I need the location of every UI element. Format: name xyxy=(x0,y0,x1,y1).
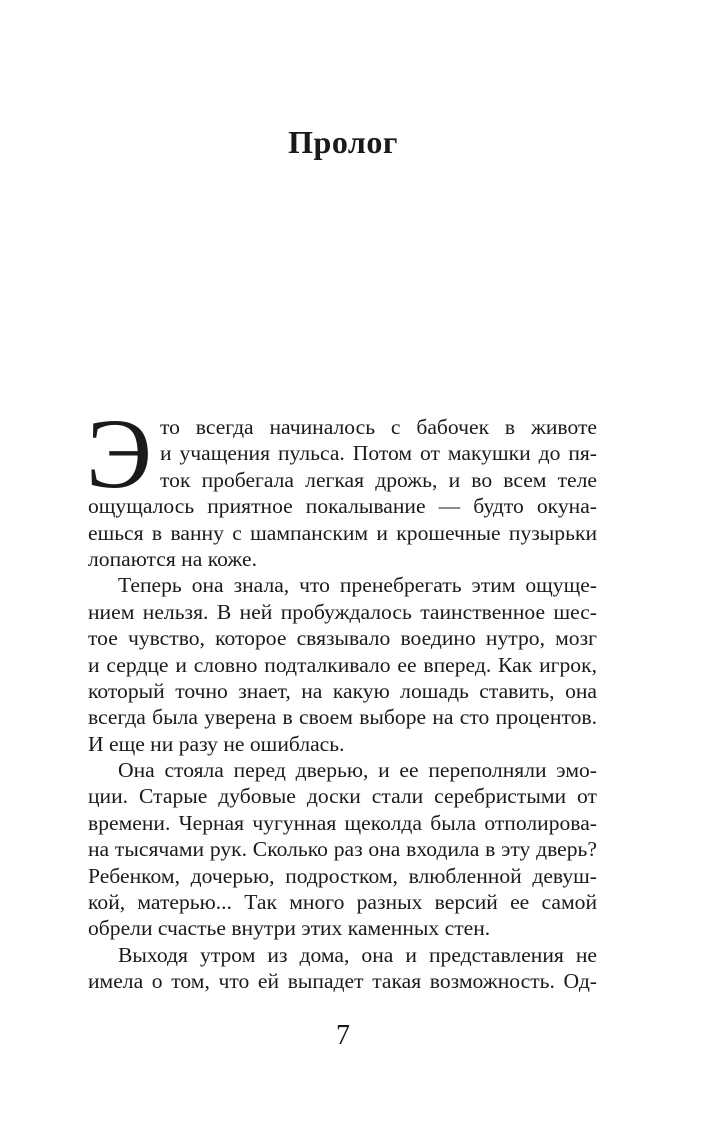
text-line: ощущалось приятное покалывание — будто окуна- xyxy=(88,494,597,519)
text-line: нием нельзя. В ней пробуждалось таинственное шес- xyxy=(88,599,597,624)
text-line: И еще ни разу не ошиблась. xyxy=(88,731,345,756)
text-line: Она стояла перед дверью, и ее переполняли эмо- xyxy=(118,758,597,783)
text-line: ции. Старые дубовые доски стали серебристыми от xyxy=(88,784,597,809)
text-line: ешься в ванну с шампанским и крошечные пузырьки xyxy=(88,520,597,545)
text-line: и сердце и словно подталкивало ее вперед. Как игрок, xyxy=(88,652,597,677)
text-line: Ребенком, дочерью, подростком, влюбленной девуш- xyxy=(88,863,597,888)
text-line: всегда была уверена в своем выборе на сто процентов. xyxy=(88,705,597,730)
chapter-title: Пролог xyxy=(288,124,398,160)
text-line: который точно знает, на какую лошадь ставить, она xyxy=(88,678,597,703)
text-line: обрели счастье внутри этих каменных стен. xyxy=(88,916,491,941)
text-line: на тысячами рук. Сколько раз она входила в эту дверь? xyxy=(88,837,597,862)
text-line: лопаются на коже. xyxy=(88,546,257,571)
text-line: то всегда начиналось с бабочек в животе xyxy=(160,415,597,439)
body-text xyxy=(86,398,597,995)
text-line: кой, матерью... Так много разных версий ее самой xyxy=(88,890,597,915)
page-number: 7 xyxy=(336,1020,350,1051)
text-line: имела о том, что ей выпадет такая возможность. Од- xyxy=(88,969,597,994)
text-line: и учащения пульса. Потом от макушки до пя- xyxy=(160,441,597,466)
text-line: ток пробегала легкая дрожь, и во всем теле xyxy=(160,467,597,492)
text-line: Выходя утром из дома, она и представления не xyxy=(118,942,597,967)
text-line: времени. Черная чугунная щеколда была отполирова- xyxy=(88,810,597,835)
drop-cap: Э xyxy=(86,398,153,509)
text-line: Теперь она знала, что пренебрегать этим ощуще- xyxy=(118,573,597,598)
text-line: тое чувство, которое связывало воедино нутро, мозг xyxy=(88,626,597,651)
